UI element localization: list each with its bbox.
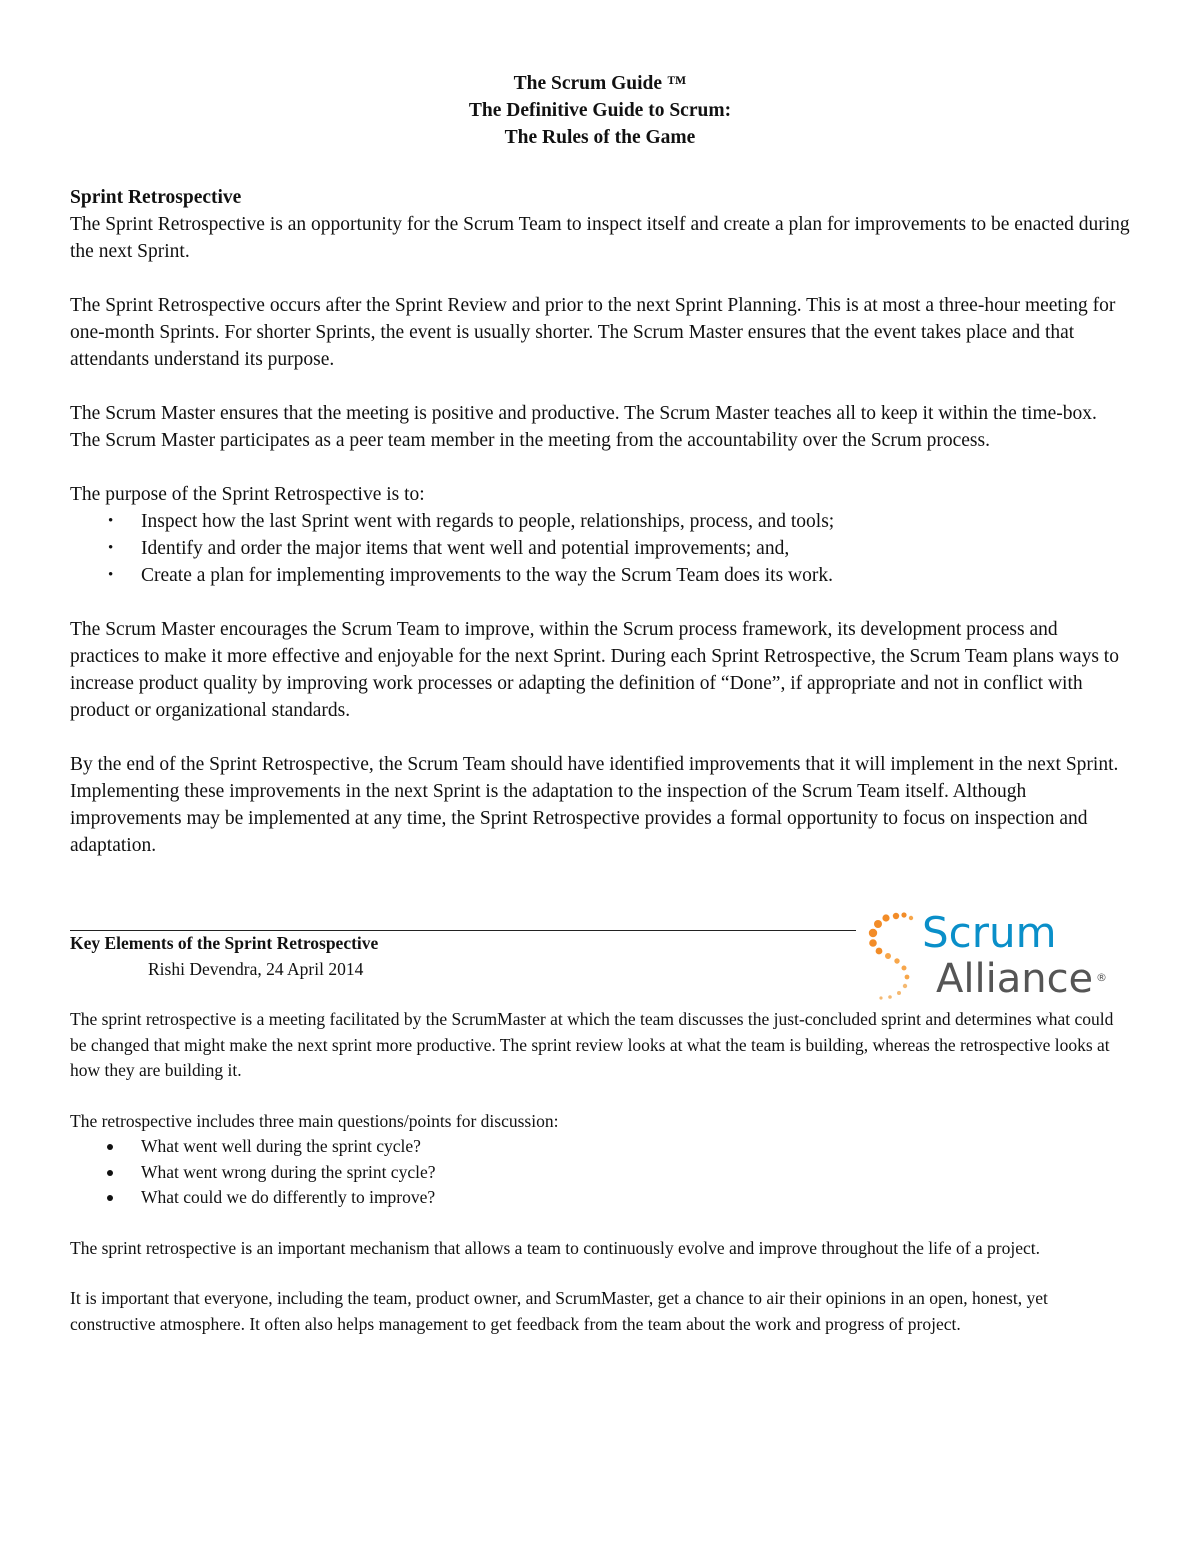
title-line-2: The Definitive Guide to Scrum: bbox=[468, 100, 732, 121]
scrum-guide-section bbox=[70, 70, 1130, 859]
dots-logo-icon bbox=[866, 908, 930, 1004]
title-line-1: The Scrum Guide ™ bbox=[513, 73, 687, 94]
questions-lead: The retrospective includes three main questions/points for discussion: bbox=[70, 1110, 559, 1131]
paragraph: It is important that everyone, including the team, product owner, and ScrumMaster, get a chance to air their opinions in an open, honest, yet constructive atmosphere. It often also helps management to get feedback from the team about the work and progress of project. bbox=[70, 1288, 1048, 1334]
purpose-list bbox=[70, 508, 1130, 589]
list-item: • Inspect how the last Sprint went with regards to people, relationships, process, and tools; bbox=[70, 508, 1130, 535]
logo-word-alliance: Alliance bbox=[936, 956, 1094, 1002]
list-item: What went well during the sprint cycle? bbox=[70, 1134, 1130, 1160]
paragraph: The Sprint Retrospective occurs after the Sprint Review and prior to the next Sprint Planning. This is at most a three-hour meeting for one-month Sprints. For shorter Sprints, the event is usually shorter. The Scrum Master ensures that the event takes place and that attendants understand its purpose. bbox=[70, 295, 1116, 370]
paragraph: The Sprint Retrospective is an opportunity for the Scrum Team to inspect itself and create a plan for improvements to be enacted during the next Sprint. bbox=[70, 214, 1130, 262]
purpose-lead: The purpose of the Sprint Retrospective is to: bbox=[70, 484, 425, 505]
scrum-alliance-logo bbox=[866, 908, 1106, 1004]
section-heading: Sprint Retrospective bbox=[70, 187, 242, 208]
questions-list bbox=[70, 1134, 1130, 1211]
article-heading: Key Elements of the Sprint Retrospective bbox=[70, 933, 379, 953]
paragraph: The Scrum Master encourages the Scrum Team to improve, within the Scrum process framework, its development process and practices to make it more effective and enjoyable for the next Sprint. During each Sprint Retrospective, the Scrum Team plans ways to increase product quality by improving work processes or adapting the definition of “Done”, if appropriate and not in conflict with product or organizational standards. bbox=[70, 619, 1119, 721]
article-byline: Rishi Devendra, 24 April 2014 bbox=[148, 958, 364, 979]
list-item: What went wrong during the sprint cycle? bbox=[70, 1160, 1130, 1186]
title-line-3: The Rules of the Game bbox=[504, 127, 696, 148]
logo-word-scrum: Scrum bbox=[922, 908, 1057, 957]
document-titles bbox=[70, 70, 1130, 151]
list-item: What could we do differently to improve? bbox=[70, 1185, 1130, 1211]
list-item: • Identify and order the major items that went well and potential improvements; and, bbox=[70, 535, 1130, 562]
paragraph: The Scrum Master ensures that the meeting is positive and productive. The Scrum Master teaches all to keep it within the time-box. The Scrum Master participates as a peer team member in the meeting from the accountability over the Scrum process. bbox=[70, 403, 1097, 451]
paragraph: The sprint retrospective is a meeting facilitated by the ScrumMaster at which the team discusses the just-concluded sprint and determines what could be changed that might make the next sprint more productive. The sprint review looks at what the team is building, whereas the retrospective looks at how they are building it. bbox=[70, 1009, 1114, 1080]
paragraph: The sprint retrospective is an important mechanism that allows a team to continuously evolve and improve throughout the life of a project. bbox=[70, 1237, 1041, 1258]
list-item: • Create a plan for implementing improvements to the way the Scrum Team does its work. bbox=[70, 562, 1130, 589]
paragraph: By the end of the Sprint Retrospective, the Scrum Team should have identified improvements that it will implement in the next Sprint. Implementing these improvements in the next Sprint is the adaptation to the inspection of the Scrum Team itself. Although improvements may be implemented at any time, the Sprint Retrospective provides a formal opportunity to focus on inspection and adaptation. bbox=[70, 754, 1119, 856]
registered-mark: ® bbox=[1096, 971, 1107, 984]
